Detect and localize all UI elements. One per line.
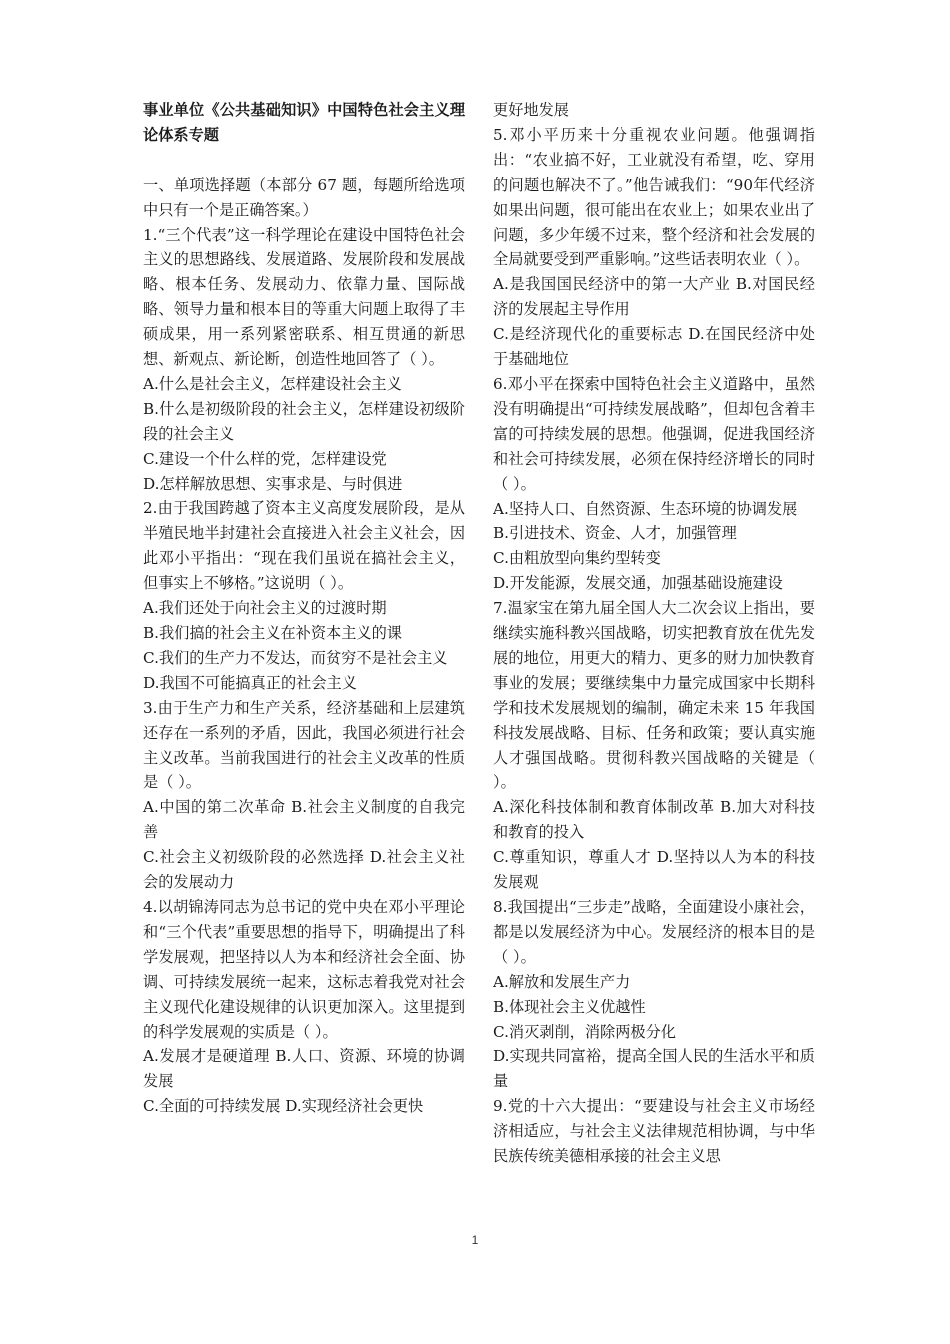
question-7-options-cd: C.尊重知识，尊重人才 D.坚持以人为本的科技发展观 <box>493 848 815 892</box>
question-3-options-ab: A.中国的第二次革命 B.社会主义制度的自我完善 <box>143 798 465 842</box>
question-7-options-ab: A.深化科技体制和教育体制改革 B.加大对科技和教育的投入 <box>493 798 815 842</box>
question-2-option-d: D.我国不可能搞真正的社会主义 <box>143 673 357 692</box>
question-4-options-cd: C.全面的可持续发展 D.实现经济社会更快 <box>143 1097 424 1116</box>
question-7: 7.温家宝在第九届全国人大二次会议上指出，要继续实施科教兴国战略，切实把教育放在优先发展的地位，用更大的精力、更多的财力加快教育事业的发展；要继续集中力量完成国家中长期科学和技术发展规划的编制，确定未来 15 年我国科技发展战略、目标、任务和政策；要认真实施人才强国战略。贯彻科教兴国战略的关键是（ ）。 <box>493 599 815 792</box>
question-3-options-cd: C.社会主义初级阶段的必然选择 D.社会主义社会的发展动力 <box>143 848 465 892</box>
question-1-option-c: C.建设一个什么样的党，怎样建设党 <box>143 449 387 468</box>
question-4: 4.以胡锦涛同志为总书记的党中央在邓小平理论和“三个代表”重要思想的指导下，明确提出了科学发展观，把坚持以人为本和经济社会全面、协调、可持续发展统一起来，这标志着我党对社会主义现代化建设规律的认识更加深入。这里提到的科学发展观的实质是（ ）。 <box>143 897 465 1041</box>
question-6-option-b: B.引进技术、资金、人才，加强管理 <box>493 524 737 543</box>
question-5: 5.邓小平历来十分重视农业问题。他强调指出：“农业搞不好，工业就没有希望，吃、穿用的问题也解决不了。”他告诫我们：“90年代经济如果出问题，很可能出在农业上；如果农业出了问题，多少年缓不过来，整个经济和社会发展的全局就要受到严重影响。”这些话表明农业（ ）。 <box>493 125 815 269</box>
question-6-option-c: C.由粗放型向集约型转变 <box>493 549 661 568</box>
question-1-option-d: D.怎样解放思想、实事求是、与时俱进 <box>143 474 403 493</box>
question-6: 6.邓小平在探索中国特色社会主义道路中，虽然没有明确提出“可持续发展战略”，但却包含着丰富的可持续发展的思想。他强调，促进我国经济和社会可持续发展，必须在保持经济增长的同时（ ）。 <box>493 374 815 493</box>
question-4-option-d-continued: 更好地发展 <box>493 101 569 119</box>
question-8-option-d: D.实现共同富裕，提高全国人民的生活水平和质量 <box>493 1047 815 1091</box>
question-5-options-ab: A.是我国国民经济中的第一大产业 B.对国民经济的发展起主导作用 <box>493 275 815 319</box>
question-9: 9.党的十六大提出：“要建设与社会主义市场经济相适应，与社会主义法律规范相协调，与中华民族传统美德相承接的社会主义思 <box>493 1097 815 1166</box>
question-4-options-ab: A.发展才是硬道理 B.人口、资源、环境的协调发展 <box>143 1047 465 1091</box>
question-2-option-c: C.我们的生产力不发达，而贫穷不是社会主义 <box>143 648 448 667</box>
question-8: 8.我国提出“三步走”战略，全面建设小康社会，都是以发展经济为中心。发展经济的根本目的是（ ）。 <box>493 898 815 966</box>
page-number: 1 <box>471 1233 479 1247</box>
question-8-option-c: C.消灭剥削，消除两极分化 <box>493 1022 676 1041</box>
question-6-option-d: D.开发能源，发展交通，加强基础设施建设 <box>493 574 783 593</box>
question-2: 2.由于我国跨越了资本主义高度发展阶段，是从半殖民地半封建社会直接进入社会主义社会，因此邓小平指出：“现在我们虽说在搞社会主义，但事实上不够格。”这说明（ ）。 <box>143 499 465 593</box>
question-2-option-a: A.我们还处于向社会主义的过渡时期 <box>143 599 387 618</box>
question-1: 1.“三个代表”这一科学理论在建设中国特色社会主义的思想路线、发展道路、发展阶段和发展战略、根本任务、发展动力、依靠力量、国际战略、领导力量和根本目的等重大问题上取得了丰硕成果，用一系列紧密联系、相互贯通的新思想、新观点、新论断，创造性地回答了（ ）。 <box>143 225 465 369</box>
section-heading: 一、单项选择题（本部分 67 题，每题所给选项中只有一个是正确答案。） <box>143 175 465 219</box>
document-title: 事业单位《公共基础知识》中国特色社会主义理论体系专题 <box>143 101 465 144</box>
left-column <box>143 98 465 1119</box>
question-6-option-a: A.坚持人口、自然资源、生态环境的协调发展 <box>493 499 798 518</box>
question-2-option-b: B.我们搞的社会主义在补资本主义的课 <box>143 624 402 643</box>
question-3: 3.由于生产力和生产关系，经济基础和上层建筑还存在一系列的矛盾，因此，我国必须进行社会主义改革。当前我国进行的社会主义改革的性质是（ ）。 <box>143 698 465 792</box>
question-5-options-cd: C.是经济现代化的重要标志 D.在国民经济中处于基础地位 <box>493 325 815 369</box>
question-8-option-a: A.解放和发展生产力 <box>493 972 631 991</box>
question-8-option-b: B.体现社会主义优越性 <box>493 997 646 1016</box>
question-1-option-b: B.什么是初级阶段的社会主义，怎样建设初级阶段的社会主义 <box>143 399 465 443</box>
right-column <box>493 98 815 1169</box>
question-1-option-a: A.什么是社会主义，怎样建设社会主义 <box>143 374 402 393</box>
